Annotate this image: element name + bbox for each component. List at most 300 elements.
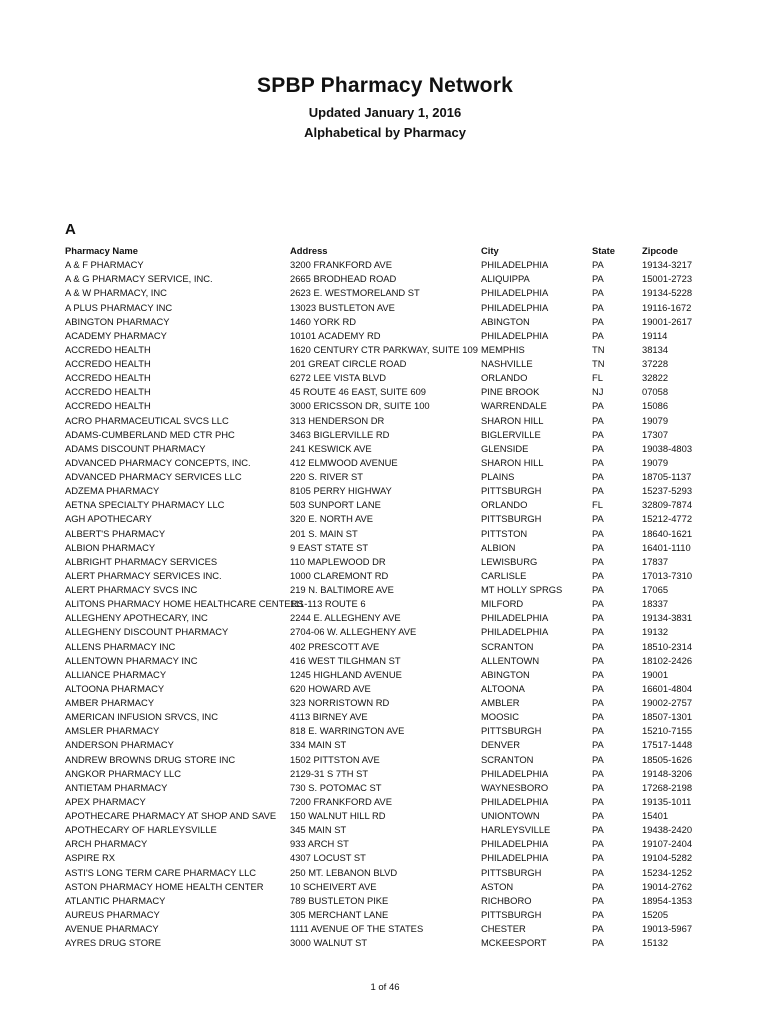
cell-city: CHESTER (481, 923, 526, 934)
cell-zipcode: 19079 (642, 456, 669, 468)
table-row (65, 936, 745, 950)
cell-state: PA (592, 654, 604, 666)
cell-state: PA (592, 513, 604, 525)
cell-zipcode: 19013-5967 (642, 923, 693, 934)
cell-zipcode: 19438-2420 (642, 824, 693, 836)
table-row (65, 385, 745, 399)
cell-zipcode: 32809-7874 (642, 499, 693, 511)
cell-address: 1111 AVENUE OF THE STATES (290, 923, 424, 934)
cell-pharmacy-name: AMSLER PHARMACY (65, 725, 160, 737)
cell-pharmacy-name: ADAMS-CUMBERLAND MED CTR PHC (65, 428, 235, 440)
cell-pharmacy-name: AMBER PHARMACY (65, 697, 155, 708)
cell-city: PHILADELPHIA (481, 767, 549, 779)
cell-state: PA (592, 598, 604, 610)
cell-city: PITTSBURGH (481, 485, 542, 497)
table-row (65, 922, 745, 936)
cell-address: 150 WALNUT HILL RD (290, 810, 386, 821)
cell-pharmacy-name: ALERT PHARMACY SVCS INC (65, 584, 198, 595)
cell-address: 818 E. WARRINGTON AVE (290, 725, 405, 737)
cell-state: PA (592, 626, 604, 638)
header-state: State (592, 245, 615, 256)
header-pharmacy-name: Pharmacy Name (65, 245, 138, 256)
cell-zipcode: 15401 (642, 810, 669, 821)
cell-address: 933 ARCH ST (290, 838, 349, 850)
cell-city: ABINGTON (481, 668, 530, 680)
cell-city: ABINGTON (481, 315, 530, 327)
cell-city: ALBION (481, 541, 516, 553)
cell-state: PA (592, 725, 604, 737)
cell-pharmacy-name: A PLUS PHARMACY INC (65, 301, 173, 313)
cell-address: 9 EAST STATE ST (290, 541, 369, 553)
table-row (65, 611, 745, 625)
table-row (65, 640, 745, 654)
cell-address: 730 S. POTOMAC ST (290, 781, 382, 793)
table-row (65, 343, 745, 357)
cell-zipcode: 19002-2757 (642, 697, 693, 708)
table-row (65, 724, 745, 738)
table-row (65, 329, 745, 343)
cell-city: SHARON HILL (481, 414, 544, 426)
cell-zipcode: 16601-4804 (642, 682, 693, 694)
cell-zipcode: 17307 (642, 428, 669, 440)
cell-zipcode: 38134 (642, 343, 669, 355)
cell-address: 2244 E. ALLEGHENY AVE (290, 612, 401, 624)
cell-city: PITTSBURGH (481, 908, 542, 920)
cell-pharmacy-name: AVENUE PHARMACY (65, 923, 159, 934)
cell-pharmacy-name: ALLIANCE PHARMACY (65, 668, 167, 680)
cell-pharmacy-name: ANTIETAM PHARMACY (65, 781, 168, 793)
cell-pharmacy-name: ACADEMY PHARMACY (65, 329, 167, 341)
cell-state: PA (592, 866, 604, 878)
cell-zipcode: 15001-2723 (642, 273, 693, 285)
page-number: 1 of 46 (370, 982, 400, 993)
cell-state: PA (592, 273, 604, 285)
cell-state: PA (592, 569, 604, 581)
updated-date: Updated January 1, 2016 (308, 105, 462, 120)
table-row (65, 484, 745, 498)
cell-zipcode: 19014-2762 (642, 880, 693, 892)
cell-pharmacy-name: ADAMS DISCOUNT PHARMACY (65, 442, 206, 454)
table-row (65, 258, 745, 272)
table-row (65, 371, 745, 385)
table-row (65, 809, 745, 823)
cell-city: PITTSBURGH (481, 866, 542, 878)
cell-pharmacy-name: APOTHECARY OF HARLEYSVILLE (65, 824, 217, 836)
cell-address: 503 SUNPORT LANE (290, 499, 381, 511)
table-row (65, 668, 745, 682)
cell-state: PA (592, 795, 604, 807)
cell-pharmacy-name: APOTHECARE PHARMACY AT SHOP AND SAVE (65, 810, 277, 821)
cell-address: 6272 LEE VISTA BLVD (290, 372, 387, 384)
cell-zipcode: 15132 (642, 937, 669, 949)
cell-city: LEWISBURG (481, 555, 538, 567)
cell-pharmacy-name: ACCREDO HEALTH (65, 386, 151, 398)
pharmacy-table (65, 244, 745, 950)
cell-state: PA (592, 810, 604, 821)
cell-state: PA (592, 753, 604, 765)
cell-state: PA (592, 937, 604, 949)
cell-state: PA (592, 894, 604, 906)
cell-city: SCRANTON (481, 753, 534, 765)
cell-address: 313 HENDERSON DR (290, 414, 385, 426)
cell-city: AMBLER (481, 697, 520, 708)
table-row (65, 315, 745, 329)
table-row (65, 286, 745, 300)
cell-address: 201 GREAT CIRCLE ROAD (290, 358, 407, 369)
cell-pharmacy-name: AYRES DRUG STORE (65, 937, 162, 949)
cell-state: PA (592, 541, 604, 553)
cell-city: ORLANDO (481, 372, 528, 384)
cell-address: 320 E. NORTH AVE (290, 513, 374, 525)
cell-city: PITTSBURGH (481, 513, 542, 525)
cell-state: PA (592, 640, 604, 652)
cell-pharmacy-name: APEX PHARMACY (65, 795, 146, 807)
cell-zipcode: 18505-1626 (642, 753, 693, 765)
table-row (65, 555, 745, 569)
cell-city: HARLEYSVILLE (481, 824, 551, 836)
cell-address: 45 ROUTE 46 EAST, SUITE 609 (290, 386, 426, 398)
cell-zipcode: 17065 (642, 584, 669, 595)
cell-zipcode: 19132 (642, 626, 669, 638)
cell-pharmacy-name: AUREUS PHARMACY (65, 908, 160, 920)
cell-address: 10101 ACADEMY RD (290, 329, 381, 341)
cell-city: ORLANDO (481, 499, 528, 511)
cell-address: 111-113 ROUTE 6 (290, 598, 366, 610)
cell-state: PA (592, 908, 604, 920)
table-row (65, 512, 745, 526)
cell-zipcode: 19079 (642, 414, 669, 426)
cell-state: PA (592, 527, 604, 539)
cell-pharmacy-name: ALITONS PHARMACY HOME HEALTHCARE CENTERS (65, 598, 304, 610)
cell-zipcode: 17837 (642, 555, 669, 567)
cell-zipcode: 32822 (642, 372, 669, 384)
cell-pharmacy-name: ANGKOR PHARMACY LLC (65, 767, 182, 779)
cell-address: 3463 BIGLERVILLE RD (290, 428, 390, 440)
cell-state: PA (592, 287, 604, 299)
cell-state: PA (592, 852, 604, 864)
cell-state: PA (592, 668, 604, 680)
cell-address: 3000 ERICSSON DR, SUITE 100 (290, 400, 430, 412)
cell-address: 250 MT. LEBANON BLVD (290, 866, 398, 878)
cell-address: 305 MERCHANT LANE (290, 908, 389, 920)
cell-state: PA (592, 923, 604, 934)
cell-address: 220 S. RIVER ST (290, 471, 363, 482)
cell-pharmacy-name: ALLEGHENY APOTHECARY, INC (65, 612, 208, 624)
cell-city: PHILADELPHIA (481, 838, 549, 850)
cell-pharmacy-name: ANDREW BROWNS DRUG STORE INC (65, 753, 236, 765)
table-row (65, 527, 745, 541)
table-row (65, 470, 745, 484)
cell-state: PA (592, 767, 604, 779)
cell-address: 201 S. MAIN ST (290, 527, 358, 539)
cell-zipcode: 19134-3217 (642, 259, 693, 271)
cell-state: PA (592, 880, 604, 892)
sort-order-subtitle: Alphabetical by Pharmacy (304, 125, 466, 140)
cell-city: ALTOONA (481, 682, 525, 694)
cell-zipcode: 15234-1252 (642, 866, 693, 878)
table-row (65, 738, 745, 752)
cell-zipcode: 18510-2314 (642, 640, 693, 652)
table-row (65, 837, 745, 851)
cell-city: WAYNESBORO (481, 781, 549, 793)
table-row (65, 428, 745, 442)
cell-pharmacy-name: A & G PHARMACY SERVICE, INC. (65, 273, 213, 285)
table-row (65, 272, 745, 286)
cell-city: NASHVILLE (481, 358, 533, 369)
cell-zipcode: 37228 (642, 358, 669, 369)
cell-address: 789 BUSTLETON PIKE (290, 894, 389, 906)
cell-state: PA (592, 612, 604, 624)
table-row (65, 851, 745, 865)
cell-zipcode: 19134-3831 (642, 612, 693, 624)
cell-zipcode: 18102-2426 (642, 654, 693, 666)
cell-city: ALIQUIPPA (481, 273, 530, 285)
cell-city: RICHBORO (481, 894, 532, 906)
section-letter: A (65, 221, 76, 238)
table-row (65, 597, 745, 611)
cell-state: NJ (592, 386, 604, 398)
cell-city: MEMPHIS (481, 343, 525, 355)
cell-state: FL (592, 372, 603, 384)
cell-pharmacy-name: ABINGTON PHARMACY (65, 315, 170, 327)
cell-state: PA (592, 711, 604, 723)
table-row (65, 541, 745, 555)
cell-address: 345 MAIN ST (290, 824, 347, 836)
table-body (65, 258, 745, 950)
cell-zipcode: 18954-1353 (642, 894, 693, 906)
cell-city: PITTSBURGH (481, 725, 542, 737)
cell-pharmacy-name: ASTI'S LONG TERM CARE PHARMACY LLC (65, 866, 257, 878)
cell-city: PHILADELPHIA (481, 626, 549, 638)
cell-city: PHILADELPHIA (481, 795, 549, 807)
cell-zipcode: 18705-1137 (642, 471, 692, 482)
cell-zipcode: 19116-1672 (642, 301, 692, 313)
cell-city: GLENSIDE (481, 442, 529, 454)
cell-address: 1620 CENTURY CTR PARKWAY, SUITE 109 (290, 343, 478, 355)
cell-zipcode: 19104-5282 (642, 852, 693, 864)
cell-pharmacy-name: ALBERT'S PHARMACY (65, 527, 166, 539)
table-row (65, 625, 745, 639)
cell-address: 13023 BUSTLETON AVE (290, 301, 395, 313)
cell-address: 2623 E. WESTMORELAND ST (290, 287, 420, 299)
table-row (65, 767, 745, 781)
cell-pharmacy-name: ACCREDO HEALTH (65, 400, 151, 412)
cell-pharmacy-name: ALLEGHENY DISCOUNT PHARMACY (65, 626, 229, 638)
cell-address: 1245 HIGHLAND AVENUE (290, 668, 402, 680)
cell-pharmacy-name: ASPIRE RX (65, 852, 116, 864)
cell-pharmacy-name: ACCREDO HEALTH (65, 372, 151, 384)
cell-address: 110 MAPLEWOOD DR (290, 555, 386, 567)
cell-state: PA (592, 315, 604, 327)
cell-pharmacy-name: ACCREDO HEALTH (65, 343, 151, 355)
cell-pharmacy-name: ADVANCED PHARMACY SERVICES LLC (65, 471, 242, 482)
cell-state: TN (592, 343, 605, 355)
cell-zipcode: 15210-7155 (642, 725, 693, 737)
table-row (65, 781, 745, 795)
table-row (65, 880, 745, 894)
header-address: Address (290, 245, 328, 256)
cell-state: PA (592, 456, 604, 468)
cell-address: 2704-06 W. ALLEGHENY AVE (290, 626, 417, 638)
cell-address: 620 HOWARD AVE (290, 682, 371, 694)
cell-city: PHILADELPHIA (481, 852, 549, 864)
cell-address: 1460 YORK RD (290, 315, 357, 327)
cell-pharmacy-name: ALTOONA PHARMACY (65, 682, 165, 694)
cell-state: PA (592, 555, 604, 567)
cell-state: PA (592, 301, 604, 313)
cell-zipcode: 19135-1011 (642, 795, 692, 807)
header-city: City (481, 245, 499, 256)
cell-city: CARLISLE (481, 569, 527, 581)
cell-state: PA (592, 584, 604, 595)
cell-address: 1502 PITTSTON AVE (290, 753, 380, 765)
table-row (65, 569, 745, 583)
cell-zipcode: 18640-1621 (642, 527, 693, 539)
cell-zipcode: 19107-2404 (642, 838, 693, 850)
cell-state: PA (592, 400, 604, 412)
cell-zipcode: 19038-4803 (642, 442, 693, 454)
cell-pharmacy-name: ALERT PHARMACY SERVICES INC. (65, 569, 222, 581)
table-row (65, 301, 745, 315)
cell-city: PHILADELPHIA (481, 329, 549, 341)
table-row (65, 654, 745, 668)
cell-zipcode: 15237-5293 (642, 485, 693, 497)
cell-address: 2129-31 S 7TH ST (290, 767, 369, 779)
cell-zipcode: 15212-4772 (642, 513, 693, 525)
cell-address: 4113 BIRNEY AVE (290, 711, 368, 723)
cell-state: PA (592, 259, 604, 271)
cell-zipcode: 17517-1448 (642, 739, 693, 751)
cell-state: PA (592, 781, 604, 793)
table-row (65, 682, 745, 696)
cell-city: BIGLERVILLE (481, 428, 541, 440)
cell-address: 1000 CLAREMONT RD (290, 569, 389, 581)
cell-city: SCRANTON (481, 640, 534, 652)
table-row (65, 696, 745, 710)
cell-city: PHILADELPHIA (481, 301, 549, 313)
cell-city: ALLENTOWN (481, 654, 540, 666)
cell-address: 334 MAIN ST (290, 739, 347, 751)
cell-address: 402 PRESCOTT AVE (290, 640, 380, 652)
cell-zipcode: 15086 (642, 400, 669, 412)
cell-pharmacy-name: ALLENTOWN PHARMACY INC (65, 654, 198, 666)
cell-city: ASTON (481, 880, 514, 892)
cell-city: PHILADELPHIA (481, 259, 549, 271)
cell-pharmacy-name: A & F PHARMACY (65, 259, 144, 271)
cell-zipcode: 16401-1110 (642, 541, 691, 553)
cell-zipcode: 19148-3206 (642, 767, 693, 779)
cell-pharmacy-name: ACRO PHARMACEUTICAL SVCS LLC (65, 414, 229, 426)
cell-city: PHILADELPHIA (481, 612, 549, 624)
cell-address: 4307 LOCUST ST (290, 852, 366, 864)
table-row (65, 823, 745, 837)
cell-address: 412 ELMWOOD AVENUE (290, 456, 398, 468)
cell-state: PA (592, 739, 604, 751)
cell-pharmacy-name: ADZEMA PHARMACY (65, 485, 160, 497)
table-row (65, 795, 745, 809)
cell-pharmacy-name: ALBION PHARMACY (65, 541, 156, 553)
cell-city: PLAINS (481, 471, 515, 482)
cell-pharmacy-name: ATLANTIC PHARMACY (65, 894, 166, 906)
cell-state: PA (592, 329, 604, 341)
cell-pharmacy-name: ARCH PHARMACY (65, 838, 148, 850)
cell-pharmacy-name: A & W PHARMACY, INC (65, 287, 167, 299)
cell-zipcode: 18337 (642, 598, 669, 610)
cell-pharmacy-name: AMERICAN INFUSION SRVCS, INC (65, 711, 218, 723)
cell-city: PHILADELPHIA (481, 287, 549, 299)
cell-address: 7200 FRANKFORD AVE (290, 795, 392, 807)
cell-pharmacy-name: ADVANCED PHARMACY CONCEPTS, INC. (65, 456, 251, 468)
cell-state: PA (592, 682, 604, 694)
cell-address: 10 SCHEIVERT AVE (290, 880, 377, 892)
cell-state: FL (592, 499, 603, 511)
cell-pharmacy-name: ANDERSON PHARMACY (65, 739, 174, 751)
cell-address: 3000 WALNUT ST (290, 937, 368, 949)
cell-address: 2665 BRODHEAD ROAD (290, 273, 397, 285)
page-title: SPBP Pharmacy Network (257, 74, 513, 97)
cell-city: WARRENDALE (481, 400, 547, 412)
table-row (65, 866, 745, 880)
cell-state: PA (592, 838, 604, 850)
table-row (65, 399, 745, 413)
table-row (65, 414, 745, 428)
table-row (65, 498, 745, 512)
cell-zipcode: 17268-2198 (642, 781, 693, 793)
cell-city: MCKEESPORT (481, 937, 547, 949)
cell-pharmacy-name: AETNA SPECIALTY PHARMACY LLC (65, 499, 225, 511)
table-row (65, 583, 745, 597)
table-row (65, 710, 745, 724)
cell-address: 219 N. BALTIMORE AVE (290, 584, 394, 595)
cell-state: PA (592, 414, 604, 426)
cell-pharmacy-name: ASTON PHARMACY HOME HEALTH CENTER (65, 880, 264, 892)
cell-zipcode: 19134-5228 (642, 287, 693, 299)
cell-address: 8105 PERRY HIGHWAY (290, 485, 392, 497)
cell-pharmacy-name: ALBRIGHT PHARMACY SERVICES (65, 555, 218, 567)
table-row (65, 753, 745, 767)
cell-city: MOOSIC (481, 711, 520, 723)
table-row (65, 357, 745, 371)
cell-city: PINE BROOK (481, 386, 540, 398)
cell-state: PA (592, 485, 604, 497)
cell-state: TN (592, 358, 605, 369)
cell-city: DENVER (481, 739, 521, 751)
cell-city: MILFORD (481, 598, 524, 610)
cell-state: PA (592, 824, 604, 836)
cell-address: 323 NORRISTOWN RD (290, 697, 390, 708)
cell-pharmacy-name: AGH APOTHECARY (65, 513, 152, 525)
cell-zipcode: 17013-7310 (642, 569, 693, 581)
cell-address: 3200 FRANKFORD AVE (290, 259, 392, 271)
cell-address: 416 WEST TILGHMAN ST (290, 654, 401, 666)
cell-state: PA (592, 428, 604, 440)
table-row (65, 442, 745, 456)
cell-state: PA (592, 442, 604, 454)
table-row (65, 456, 745, 470)
cell-zipcode: 15205 (642, 908, 669, 920)
table-row (65, 908, 745, 922)
cell-pharmacy-name: ALLENS PHARMACY INC (65, 640, 176, 652)
cell-pharmacy-name: ACCREDO HEALTH (65, 358, 151, 369)
cell-state: PA (592, 471, 604, 482)
cell-state: PA (592, 697, 604, 708)
header-zipcode: Zipcode (642, 245, 678, 256)
table-row (65, 894, 745, 908)
cell-city: SHARON HILL (481, 456, 544, 468)
cell-zipcode: 07058 (642, 386, 669, 398)
cell-city: MT HOLLY SPRGS (481, 584, 563, 595)
cell-zipcode: 19001-2617 (642, 315, 693, 327)
